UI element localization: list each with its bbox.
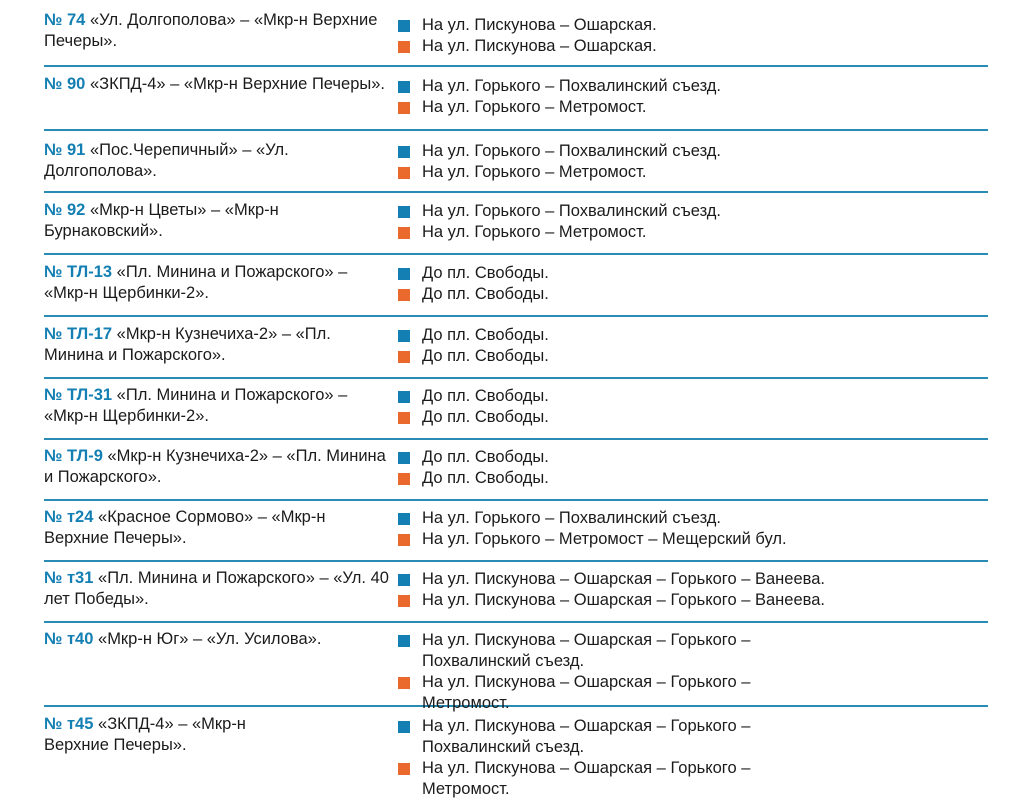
route-endpoints: «ЗКПД-4» – «Мкр-н Верхние Печеры». bbox=[44, 715, 246, 754]
blue-square-icon bbox=[398, 635, 410, 647]
blue-square-icon bbox=[398, 391, 410, 403]
direction-backward-text: На ул. Горького – Метромост. bbox=[422, 223, 647, 241]
route-endpoints: «Мкр-н Цветы» – «Мкр-н Бурнаковский». bbox=[44, 201, 279, 240]
direction-backward bbox=[398, 162, 988, 183]
route-number: № т40 bbox=[44, 630, 94, 648]
route-endpoints: «Ул. Долгополова» – «Мкр-н Верхние Печеры». bbox=[44, 11, 378, 50]
route-number: № 92 bbox=[44, 201, 86, 219]
orange-square-icon bbox=[398, 102, 410, 114]
route-number: № ТЛ-13 bbox=[44, 263, 113, 281]
route-title bbox=[44, 200, 394, 242]
direction-forward-text: На ул. Горького – Похвалинский съезд. bbox=[422, 77, 721, 95]
blue-square-icon bbox=[398, 513, 410, 525]
direction-forward-text: На ул. Горького – Похвалинский съезд. bbox=[422, 142, 721, 160]
direction-backward bbox=[398, 758, 808, 800]
route-endpoints: «Пос.Черепичный» – «Ул. Долгополова». bbox=[44, 141, 289, 180]
direction-backward bbox=[398, 36, 988, 57]
route-endpoints: «Пл. Минина и Пожарского» – «Мкр-н Щербинки-2». bbox=[44, 263, 348, 302]
blue-square-icon bbox=[398, 81, 410, 93]
direction-backward bbox=[398, 222, 988, 243]
direction-forward-text: До пл. Свободы. bbox=[422, 326, 549, 344]
route-title bbox=[44, 140, 394, 182]
route-row bbox=[44, 67, 988, 131]
orange-square-icon bbox=[398, 534, 410, 546]
route-number: № ТЛ-31 bbox=[44, 386, 113, 404]
direction-forward-text: На ул. Пискунова – Ошарская – Горького – Похвалинский съезд. bbox=[422, 631, 751, 670]
route-number: № ТЛ-9 bbox=[44, 447, 103, 465]
route-directions bbox=[398, 76, 988, 118]
route-endpoints: «Мкр-н Кузнечиха-2» – «Пл. Минина и Пожарского». bbox=[44, 325, 331, 364]
route-number: № т31 bbox=[44, 569, 94, 587]
direction-backward bbox=[398, 97, 988, 118]
blue-square-icon bbox=[398, 574, 410, 586]
route-row bbox=[44, 255, 988, 317]
route-row bbox=[44, 501, 988, 562]
direction-backward bbox=[398, 468, 988, 489]
route-row bbox=[44, 562, 988, 623]
route-number: № т24 bbox=[44, 508, 94, 526]
route-endpoints: «ЗКПД-4» – «Мкр-н Верхние Печеры». bbox=[89, 75, 385, 93]
direction-backward-text: До пл. Свободы. bbox=[422, 285, 549, 303]
direction-forward-text: До пл. Свободы. bbox=[422, 387, 549, 405]
blue-square-icon bbox=[398, 20, 410, 32]
direction-backward-text: До пл. Свободы. bbox=[422, 408, 549, 426]
direction-forward bbox=[398, 325, 988, 346]
route-title bbox=[44, 629, 394, 650]
orange-square-icon bbox=[398, 412, 410, 424]
direction-backward-text: На ул. Пискунова – Ошарская. bbox=[422, 37, 657, 55]
route-row bbox=[44, 131, 988, 193]
route-endpoints: «Мкр-н Юг» – «Ул. Усилова». bbox=[98, 630, 322, 648]
direction-forward-text: На ул. Пискунова – Ошарская. bbox=[422, 16, 657, 34]
route-title bbox=[44, 74, 394, 95]
direction-forward bbox=[398, 15, 988, 36]
orange-square-icon bbox=[398, 41, 410, 53]
route-list bbox=[44, 6, 988, 798]
direction-backward bbox=[398, 529, 988, 550]
route-directions bbox=[398, 263, 988, 305]
route-row bbox=[44, 440, 988, 501]
route-title bbox=[44, 262, 394, 304]
direction-backward-text: До пл. Свободы. bbox=[422, 469, 549, 487]
direction-forward-text: На ул. Пискунова – Ошарская – Горького – Ванеева. bbox=[422, 570, 825, 588]
route-endpoints: «Пл. Минина и Пожарского» – «Ул. 40 лет Победы». bbox=[44, 569, 389, 608]
direction-forward-text: На ул. Горького – Похвалинский съезд. bbox=[422, 509, 721, 527]
route-endpoints: «Красное Сормово» – «Мкр-н Верхние Печеры». bbox=[44, 508, 326, 547]
orange-square-icon bbox=[398, 677, 410, 689]
direction-forward bbox=[398, 263, 988, 284]
route-title bbox=[44, 10, 394, 52]
route-title bbox=[44, 568, 394, 610]
direction-forward bbox=[398, 569, 988, 590]
blue-square-icon bbox=[398, 268, 410, 280]
direction-forward bbox=[398, 716, 808, 758]
route-row bbox=[44, 193, 988, 255]
orange-square-icon bbox=[398, 289, 410, 301]
direction-backward-text: До пл. Свободы. bbox=[422, 347, 549, 365]
route-number: № 90 bbox=[44, 75, 86, 93]
route-row bbox=[44, 379, 988, 440]
direction-backward-text: На ул. Пискунова – Ошарская – Горького – Ванеева. bbox=[422, 591, 825, 609]
route-row bbox=[44, 623, 988, 712]
direction-forward-text: На ул. Пискунова – Ошарская – Горького – Похвалинский съезд. bbox=[422, 717, 751, 756]
direction-backward-text: На ул. Горького – Метромост – Мещерский бул. bbox=[422, 530, 787, 548]
route-directions bbox=[398, 508, 988, 550]
direction-backward-text: На ул. Горького – Метромост. bbox=[422, 98, 647, 116]
route-title bbox=[44, 385, 394, 427]
blue-square-icon bbox=[398, 206, 410, 218]
direction-forward bbox=[398, 508, 988, 529]
orange-square-icon bbox=[398, 167, 410, 179]
route-number: № т45 bbox=[44, 715, 94, 733]
direction-forward-text: До пл. Свободы. bbox=[422, 264, 549, 282]
route-endpoints: «Мкр-н Кузнечиха-2» – «Пл. Минина и Пожарского». bbox=[44, 447, 386, 486]
route-directions bbox=[398, 447, 988, 489]
direction-forward bbox=[398, 141, 988, 162]
direction-forward bbox=[398, 76, 988, 97]
direction-backward bbox=[398, 407, 988, 428]
route-number: № 91 bbox=[44, 141, 86, 159]
direction-forward bbox=[398, 386, 988, 407]
route-directions bbox=[398, 716, 808, 800]
route-title bbox=[44, 446, 394, 488]
direction-backward bbox=[398, 346, 988, 367]
route-directions bbox=[398, 325, 988, 367]
route-directions bbox=[398, 569, 988, 611]
route-title bbox=[44, 714, 304, 756]
direction-backward bbox=[398, 590, 988, 611]
direction-forward-text: На ул. Горького – Похвалинский съезд. bbox=[422, 202, 721, 220]
orange-square-icon bbox=[398, 763, 410, 775]
direction-forward bbox=[398, 201, 988, 222]
blue-square-icon bbox=[398, 452, 410, 464]
direction-backward-text: На ул. Пискунова – Ошарская – Горького – Метромост. bbox=[422, 673, 751, 712]
direction-forward-text: До пл. Свободы. bbox=[422, 448, 549, 466]
route-title bbox=[44, 324, 394, 366]
direction-forward bbox=[398, 630, 808, 672]
direction-backward-text: На ул. Пискунова – Ошарская – Горького – Метромост. bbox=[422, 759, 751, 798]
direction-backward-text: На ул. Горького – Метромост. bbox=[422, 163, 647, 181]
orange-square-icon bbox=[398, 473, 410, 485]
route-endpoints: «Пл. Минина и Пожарского» – «Мкр-н Щербинки-2». bbox=[44, 386, 348, 425]
route-directions bbox=[398, 141, 988, 183]
blue-square-icon bbox=[398, 721, 410, 733]
orange-square-icon bbox=[398, 227, 410, 239]
route-directions bbox=[398, 386, 988, 428]
route-directions bbox=[398, 15, 988, 57]
route-row bbox=[44, 317, 988, 379]
blue-square-icon bbox=[398, 330, 410, 342]
route-number: № ТЛ-17 bbox=[44, 325, 113, 343]
route-directions bbox=[398, 201, 988, 243]
route-title bbox=[44, 507, 394, 549]
route-row bbox=[44, 707, 988, 798]
direction-backward bbox=[398, 284, 988, 305]
route-number: № 74 bbox=[44, 11, 86, 29]
direction-forward bbox=[398, 447, 988, 468]
route-directions bbox=[398, 630, 808, 714]
blue-square-icon bbox=[398, 146, 410, 158]
route-row bbox=[44, 6, 988, 67]
orange-square-icon bbox=[398, 595, 410, 607]
orange-square-icon bbox=[398, 351, 410, 363]
